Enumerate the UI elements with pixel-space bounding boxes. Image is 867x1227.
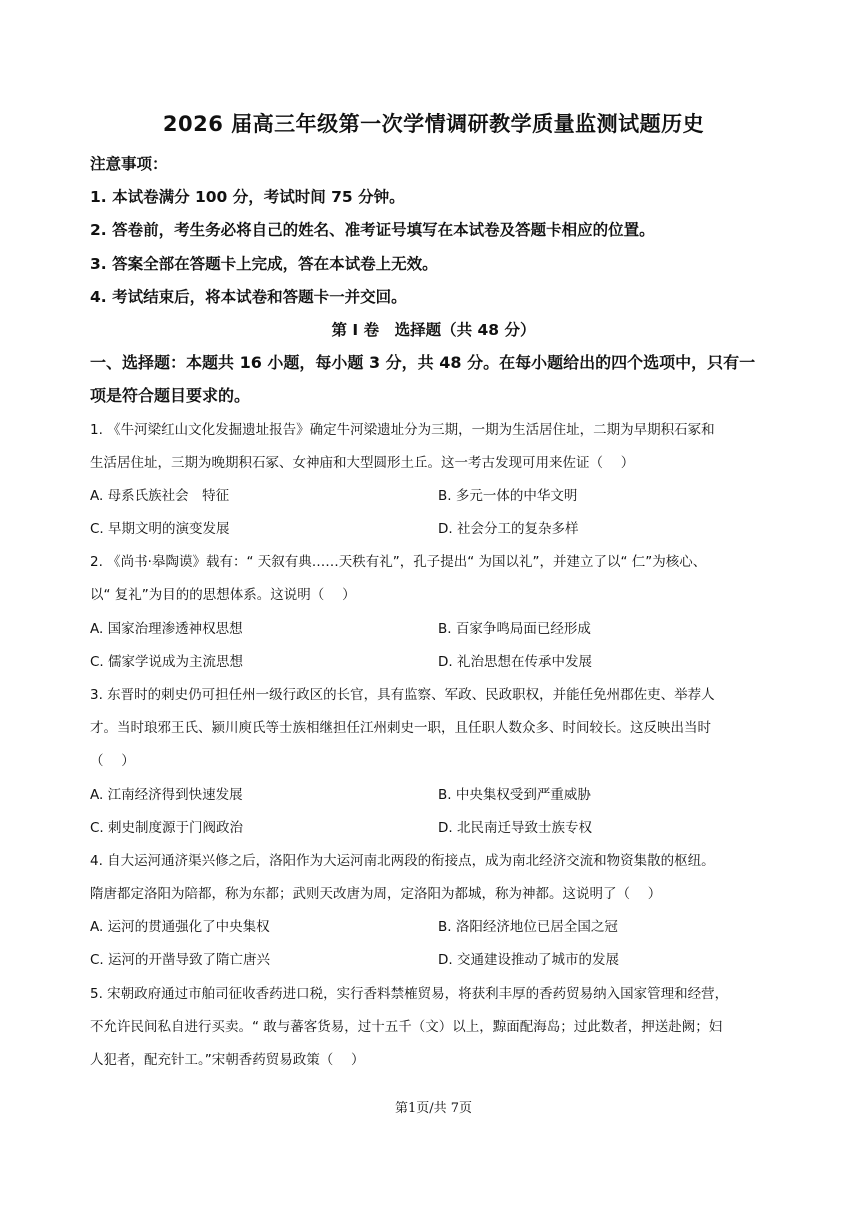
question-4-option-c: C. 运河的开凿导致了隋亡唐兴 — [90, 952, 271, 968]
question-1-option-a: A. 母系氏族社会 特征 — [90, 488, 230, 504]
question-3-option-a: A. 江南经济得到快速发展 — [90, 787, 243, 803]
question-3-option-c: C. 刺史制度源于门阀政治 — [90, 820, 244, 836]
question-2-option-a: A. 国家治理渗透神权思想 — [90, 621, 243, 637]
question-3-text: （ ） — [90, 753, 135, 769]
notice-item: 3. 答案全部在答题卡上完成，答在本试卷上无效。 — [90, 255, 438, 273]
section-title: 第 I 卷 选择题（共 48 分） — [331, 321, 536, 339]
question-5-text: 不允许民间私自进行买卖。“ 敢与蕃客货易，过十五千（文）以上，黥面配海岛；过此数者，押送赴阙；妇 — [90, 1019, 723, 1035]
question-3-text: 3. 东晋时的刺史仍可担任州一级行政区的长官，具有监察、军政、民政职权，并能任免州郡佐吏、举荐人 — [90, 687, 715, 703]
question-1-option-b: B. 多元一体的中华文明 — [438, 488, 578, 504]
question-4-option-d: D. 交通建设推动了城市的发展 — [438, 952, 619, 968]
question-4-text: 隋唐都定洛阳为陪都，称为东都；武则天改唐为周，定洛阳为都城，称为神都。这说明了（ ） — [90, 886, 662, 902]
question-2-text: 2. 《尚书·皋陶谟》载有：“ 天叙有典……天秩有礼”，孔子提出“ 为国以礼”，并建立了以“ 仁”为核心、 — [90, 554, 707, 570]
question-5-text: 5. 宋朝政府通过市舶司征收香药进口税，实行香料禁榷贸易，将获利丰厚的香药贸易纳入国家管理和经营， — [90, 986, 729, 1002]
notice-item: 2. 答卷前，考生务必将自己的姓名、准考证号填写在本试卷及答题卡相应的位置。 — [90, 221, 655, 239]
question-4-option-b: B. 洛阳经济地位已居全国之冠 — [438, 919, 618, 935]
question-2-option-b: B. 百家争鸣局面已经形成 — [438, 621, 591, 637]
question-4-text: 4. 自大运河通济渠兴修之后，洛阳作为大运河南北两段的衔接点，成为南北经济交流和物资集散的枢纽。 — [90, 853, 715, 869]
page-number: 第1页/共 7页 — [394, 1101, 473, 1116]
part-heading: 一、选择题：本题共 16 小题，每小题 3 分，共 48 分。在每小题给出的四个选项中，只有一 — [90, 353, 756, 372]
question-1-text: 1. 《牛河梁红山文化发掘遗址报告》确定牛河梁遗址分为三期，一期为生活居住址，二期为早期积石冢和 — [90, 422, 715, 438]
part-heading: 项是符合题目要求的。 — [90, 386, 251, 405]
question-2-text: 以“ 复礼”为目的的思想体系。这说明（ ） — [90, 587, 356, 603]
question-3-text: 才。当时琅邪王氏、颍川庾氏等士族相继担任江州刺史一职，且任职人数众多、时间较长。这反映出当时 — [90, 720, 711, 736]
question-2-option-c: C. 儒家学说成为主流思想 — [90, 654, 244, 670]
notice-item: 4. 考试结束后，将本试卷和答题卡一并交回。 — [90, 288, 407, 306]
question-4-option-a: A. 运河的贯通强化了中央集权 — [90, 919, 270, 935]
question-5-text: 人犯者，配充针工。”宋朝香药贸易政策（ ） — [90, 1052, 365, 1068]
question-3-option-d: D. 北民南迁导致士族专权 — [438, 820, 592, 836]
notice-item: 1. 本试卷满分 100 分，考试时间 75 分钟。 — [90, 188, 405, 206]
notice-heading: 注意事项： — [90, 155, 168, 173]
page-title: 2026 届高三年级第一次学情调研教学质量监测试题历史 — [162, 112, 705, 136]
question-3-option-b: B. 中央集权受到严重威胁 — [438, 787, 591, 803]
question-1-option-d: D. 社会分工的复杂多样 — [438, 521, 579, 537]
question-2-option-d: D. 礼治思想在传承中发展 — [438, 654, 592, 670]
question-1-option-c: C. 早期文明的演变发展 — [90, 521, 230, 537]
question-1-text: 生活居住址，三期为晚期积石冢、女神庙和大型圆形土丘。这一考古发现可用来佐证（ ） — [90, 455, 635, 471]
